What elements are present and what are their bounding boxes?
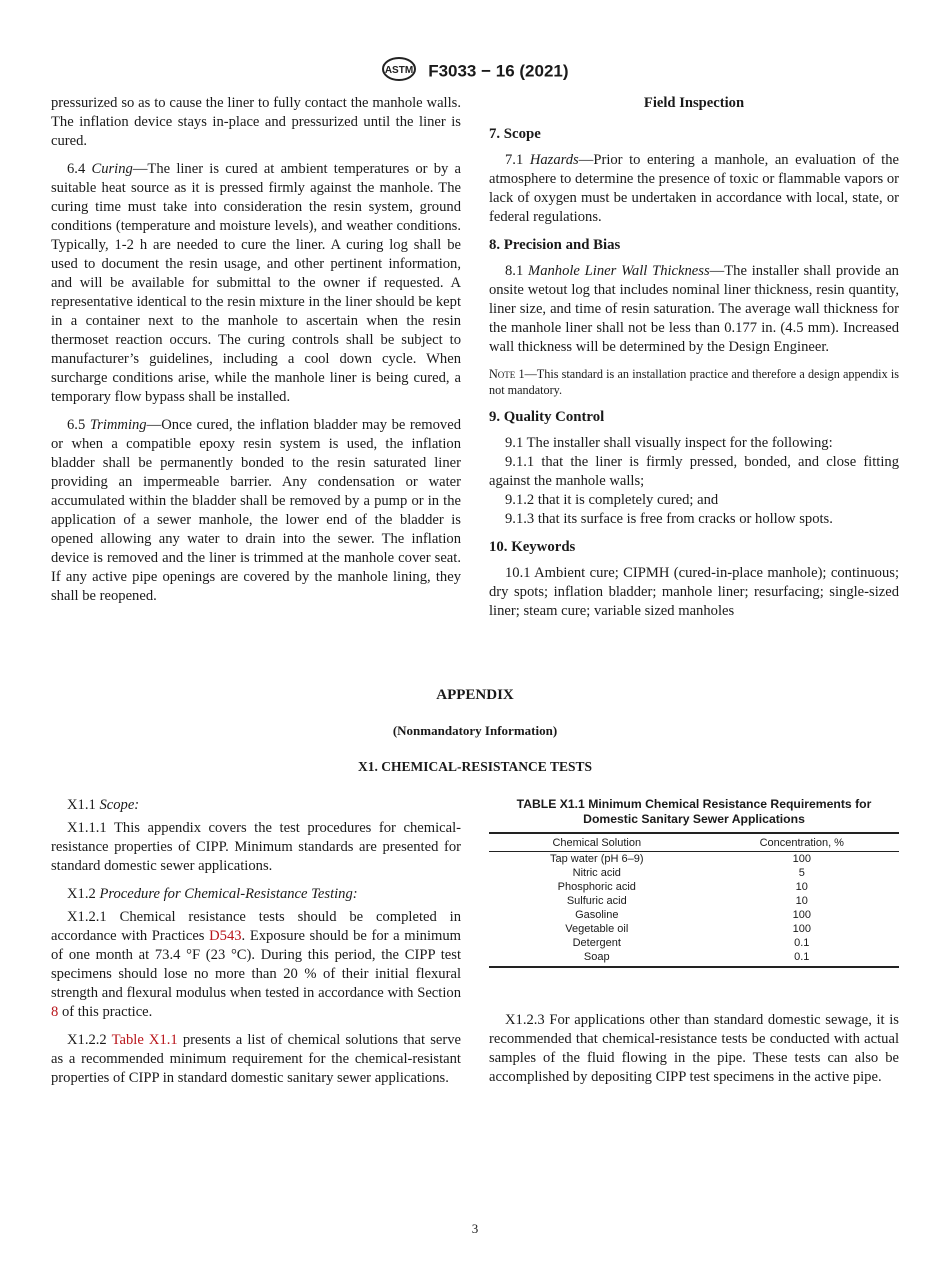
table-cell: 100: [792, 909, 811, 921]
left-column: [51, 94, 461, 615]
table-caption: TABLE X1.1 Minimum Chemical Resistance Requirements for Domestic Sanitary Sewer Applications: [516, 797, 872, 826]
table-row: [489, 922, 899, 936]
table-cell: 100: [792, 853, 811, 865]
section-8-heading: 8. Precision and Bias: [489, 237, 621, 253]
x1-1-heading: X1.1 Scope:: [67, 797, 140, 813]
astm-logo-icon: [381, 56, 417, 87]
table-cell: Sulfuric acid: [566, 895, 627, 907]
appendix-right-column: [489, 1011, 899, 1096]
page-header: [0, 56, 950, 87]
table-row: [489, 908, 899, 922]
section-10-heading: 10. Keywords: [489, 539, 576, 555]
x1-title: X1. CHEMICAL-RESISTANCE TESTS: [358, 759, 592, 774]
table-cell: 0.1: [705, 950, 899, 967]
section-8-1: 8.1 Manhole Liner Wall Thickness—The installer shall provide an onsite wetout log that includes nominal liner thickness, resin quantity, liner size, and time of resin saturation. The average wall thickness for the manhole liner shall not be less than 0.177 in. (4.5 mm). Increased wall thickness will be determined by the Design Engineer.: [489, 263, 899, 355]
section-6-4: 6.4 Curing—The liner is cured at ambient temperatures or by a suitable heat source as it is pressed firmly against the manhole. The curing time must take into consideration the resin system, ground conditions (temperature and moisture levels), and weather conditions. Typically, 1-2 h are needed to cure the liner. A curing log shall be used to document the resin usage, and other pertinent information, and will be available for submittal to the owner if requested. A representative identical to the resin mixture in the liner should be kept in a container next to the manhole to ascertain when the resin thermoset reaction occurs. The curing controls shall be subject to manufacturer’s guidelines, including a cool down cycle. When surcharge conditions arise, while the manhole liner is being cured, a temporary flow bypass shall be installed.: [51, 161, 461, 405]
section-7-heading: 7. Scope: [489, 126, 541, 142]
x1-2-1: X1.2.1 Chemical resistance tests should be completed in accordance with Practices D543. Exposure should be for a minimum of one month at 73.4 °F (23 °C). During this period, the CIPP test specimens should lose no more than 20 % of their initial flexural strength and flexural modulus when tested in accordance with Section 8 of this practice.: [51, 909, 461, 1020]
table-x1-1-link[interactable]: Table X1.1: [111, 1032, 178, 1048]
right-column: [489, 94, 899, 630]
table-cell: Phosphoric acid: [557, 881, 636, 893]
x1-2-2: X1.2.2 Table X1.1 presents a list of chemical solutions that serve as a recommended minimum requirement for the chemical-resistant properties of CIPP in standard domestic sanitary sewer applications.: [51, 1032, 461, 1086]
section-9-1-1: 9.1.1 that the liner is firmly pressed, bonded, and close fitting against the manhole walls;: [489, 454, 899, 489]
x1-2-heading: X1.2 Procedure for Chemical-Resistance Testing:: [67, 886, 358, 902]
table-x1-1: [489, 797, 899, 968]
table-cell: 5: [798, 867, 805, 879]
section-8-link[interactable]: 8: [51, 1004, 59, 1020]
table-header-cell: Chemical Solution: [489, 833, 705, 852]
table-row: [489, 936, 899, 950]
section-9-heading: 9. Quality Control: [489, 409, 605, 425]
appendix-left-column: [51, 796, 461, 1097]
note-1: Note 1—This standard is an installation practice and therefore a design appendix is not mandatory.: [489, 367, 900, 397]
table-row: [489, 950, 899, 967]
table-row: [489, 866, 899, 880]
table-row: [489, 894, 899, 908]
section-9-1: 9.1 The installer shall visually inspect for the following:: [505, 435, 833, 451]
svg-text:ASTM: ASTM: [385, 65, 414, 76]
section-9-1-3: 9.1.3 that its surface is free from cracks or hollow spots.: [505, 511, 833, 527]
practice-d543-link[interactable]: D543: [209, 928, 242, 944]
appendix-subtitle: (Nonmandatory Information): [392, 723, 558, 738]
table-header-cell: Concentration, %: [705, 833, 899, 852]
table-cell: 10: [795, 895, 808, 907]
section-10-1: 10.1 Ambient cure; CIPMH (cured-in-place manhole); continuous; dry spots; inflation bladder; manhole liner; resurfacing; single-sized liner; steam cure; variable sized manholes: [489, 565, 899, 619]
section-9-1-2: 9.1.2 that it is completely cured; and: [505, 492, 719, 508]
x1-1-1: X1.1.1 This appendix covers the test procedures for chemical-resistance properties of CIPP. Minimum standards are presented for standard domestic sewer applications.: [51, 820, 461, 874]
table-cell: Gasoline: [575, 909, 619, 921]
field-inspection-heading: Field Inspection: [643, 95, 745, 111]
table-header-row: [489, 833, 899, 852]
table-row: [489, 852, 899, 867]
x1-2-3: X1.2.3 For applications other than standard domestic sewage, it is recommended that chemical-resistance tests be conducted with actual samples of the fluid flowing in the pipe. These tests can also be accomplished by depositing CIPP test specimens in the active pipe.: [489, 1012, 899, 1085]
table-cell: Detergent: [572, 937, 621, 949]
section-7-1: 7.1 Hazards—Prior to entering a manhole, an evaluation of the atmosphere to determine the presence of toxic or flammable vapors or lack of oxygen must be undertaken in accordance with local, state, or federal regulations.: [489, 152, 899, 225]
page-number: 3: [471, 1221, 479, 1236]
table-cell: Nitric acid: [572, 867, 621, 879]
table-cell: Tap water (pH 6–9): [550, 853, 644, 865]
table-cell: Soap: [489, 950, 705, 967]
section-6-5: 6.5 Trimming—Once cured, the inflation bladder may be removed or when a compatible epoxy resin system is used, the inflation bladder shall be permanently bonded to the resin saturated liner providing an impermeable barrier. Any condensation or water accumulated within the bladder shall be removed by a pump or in the application of a sewer manhole, the lower end of the bladder is opened allowing any water to drain into the sewer. The inflation device is removed and the liner is trimmed at the manhole cover seat. If any active pipe openings are covered by the manhole lining, they shall be reopened.: [51, 417, 461, 604]
table-cell: 0.1: [794, 937, 810, 949]
chemical-table: [489, 832, 899, 968]
table-cell: 10: [795, 881, 808, 893]
table-cell: 100: [792, 923, 811, 935]
table-row: [489, 880, 899, 894]
document-id: F3033 − 16 (2021): [428, 61, 569, 81]
paragraph-continuation: pressurized so as to cause the liner to fully contact the manhole walls. The inflation device stays in-place and pressurized until the liner is cured.: [51, 95, 461, 149]
table-cell: Vegetable oil: [565, 923, 629, 935]
appendix-title: APPENDIX: [436, 687, 514, 703]
